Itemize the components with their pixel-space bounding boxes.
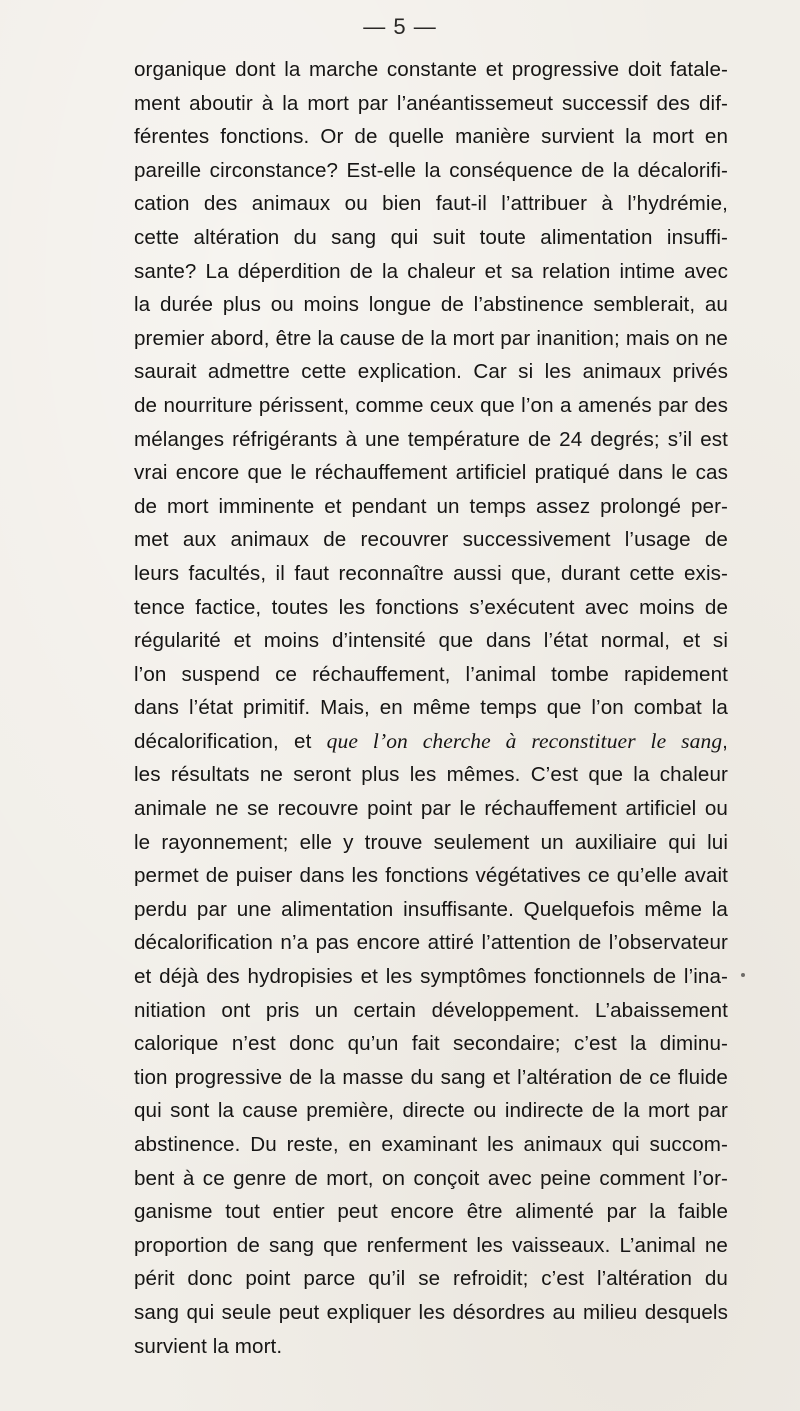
text-line: pareille circonstance? Est-elle la conséquence de la décalorifi-	[134, 158, 728, 182]
text-line: et déjà des hydropisies et les symptômes fonctionnels de l’ina-	[134, 965, 728, 989]
text-line: vrai encore que le réchauffement artificiel pratiqué dans le cas	[134, 461, 728, 485]
text-line: qui sont la cause première, directe ou indirecte de la mort par	[134, 1099, 728, 1123]
text-line: décalorification n’a pas encore attiré l’attention de l’observateur	[134, 931, 728, 955]
text-line: perdu par une alimentation insuffisante. Quelquefois même la	[134, 897, 728, 921]
text-line: proportion de sang que renferment les vaisseaux. L’animal ne	[134, 1233, 728, 1257]
text-line: sante? La déperdition de la chaleur et sa relation intime avec	[134, 259, 728, 283]
page-number: — 5 —	[363, 14, 437, 39]
text-line: organique dont la marche constante et progressive doit fatale-	[134, 58, 728, 81]
text-line-with-italic	[134, 725, 728, 759]
text-line: sang qui seule peut expliquer les désordres au milieu desquels	[134, 1300, 728, 1324]
text-line-last: survient la mort.	[134, 1334, 283, 1358]
text-line: cette altération du sang qui suit toute alimentation insuffi-	[134, 225, 728, 249]
text-fragment: décalorification, et	[134, 729, 327, 753]
text-line: nitiation ont pris un certain développement. L’abaissement	[134, 998, 728, 1022]
text-line: tion progressive de la masse du sang et l’altération de ce fluide	[134, 1065, 728, 1089]
text-line: la durée plus ou moins longue de l’abstinence semblerait, au	[134, 293, 728, 317]
text-line: l’on suspend ce réchauffement, l’animal tombe rapidement	[134, 662, 728, 686]
ink-speck	[741, 973, 745, 977]
text-line: de mort imminente et pendant un temps assez prolongé per-	[134, 494, 728, 518]
text-line: ment aboutir à la mort par l’anéantissemeut successif des dif-	[134, 91, 728, 115]
text-line: dans l’état primitif. Mais, en même temps que l’on combat la	[134, 696, 728, 720]
italic-phrase: que l’on cherche à reconstituer le sang	[326, 728, 723, 753]
body-text	[134, 53, 728, 1363]
text-line: férentes fonctions. Or de quelle manière survient la mort en	[134, 125, 728, 149]
text-line: les résultats ne seront plus les mêmes. C’est que la chaleur	[134, 763, 728, 787]
text-line: premier abord, être la cause de la mort par inanition; mais on ne	[134, 326, 728, 350]
text-line: met aux animaux de recouvrer successivement l’usage de	[134, 528, 728, 552]
text-line: leurs facultés, il faut reconnaître aussi que, durant cette exis-	[134, 561, 728, 585]
text-line: abstinence. Du reste, en examinant les animaux qui succom-	[134, 1133, 728, 1156]
text-line: tence factice, toutes les fonctions s’exécutent avec moins de	[134, 595, 728, 619]
text-line: animale ne se recouvre point par le réchauffement artificiel ou	[134, 797, 728, 821]
text-line: régularité et moins d’intensité que dans l’état normal, et si	[134, 629, 728, 653]
text-line: périt donc point parce qu’il se refroidit; c’est l’altération du	[134, 1267, 728, 1291]
text-line: le rayonnement; elle y trouve seulement un auxiliaire qui lui	[134, 830, 728, 854]
text-fragment: ,	[722, 729, 728, 753]
text-line: saurait admettre cette explication. Car si les animaux privés	[134, 360, 728, 384]
text-line: ganisme tout entier peut encore être alimenté par la faible	[134, 1200, 728, 1224]
text-line: de nourriture périssent, comme ceux que l’on a amenés par des	[134, 393, 728, 417]
text-line: cation des animaux ou bien faut-il l’attribuer à l’hydrémie,	[134, 192, 728, 216]
text-line: bent à ce genre de mort, on conçoit avec peine comment l’or-	[134, 1166, 728, 1190]
text-line: calorique n’est donc qu’un fait secondaire; c’est la diminu-	[134, 1032, 728, 1056]
text-line: mélanges réfrigérants à une température de 24 degrés; s’il est	[134, 427, 728, 451]
text-line: permet de puiser dans les fonctions végétatives ce qu’elle avait	[134, 864, 728, 888]
